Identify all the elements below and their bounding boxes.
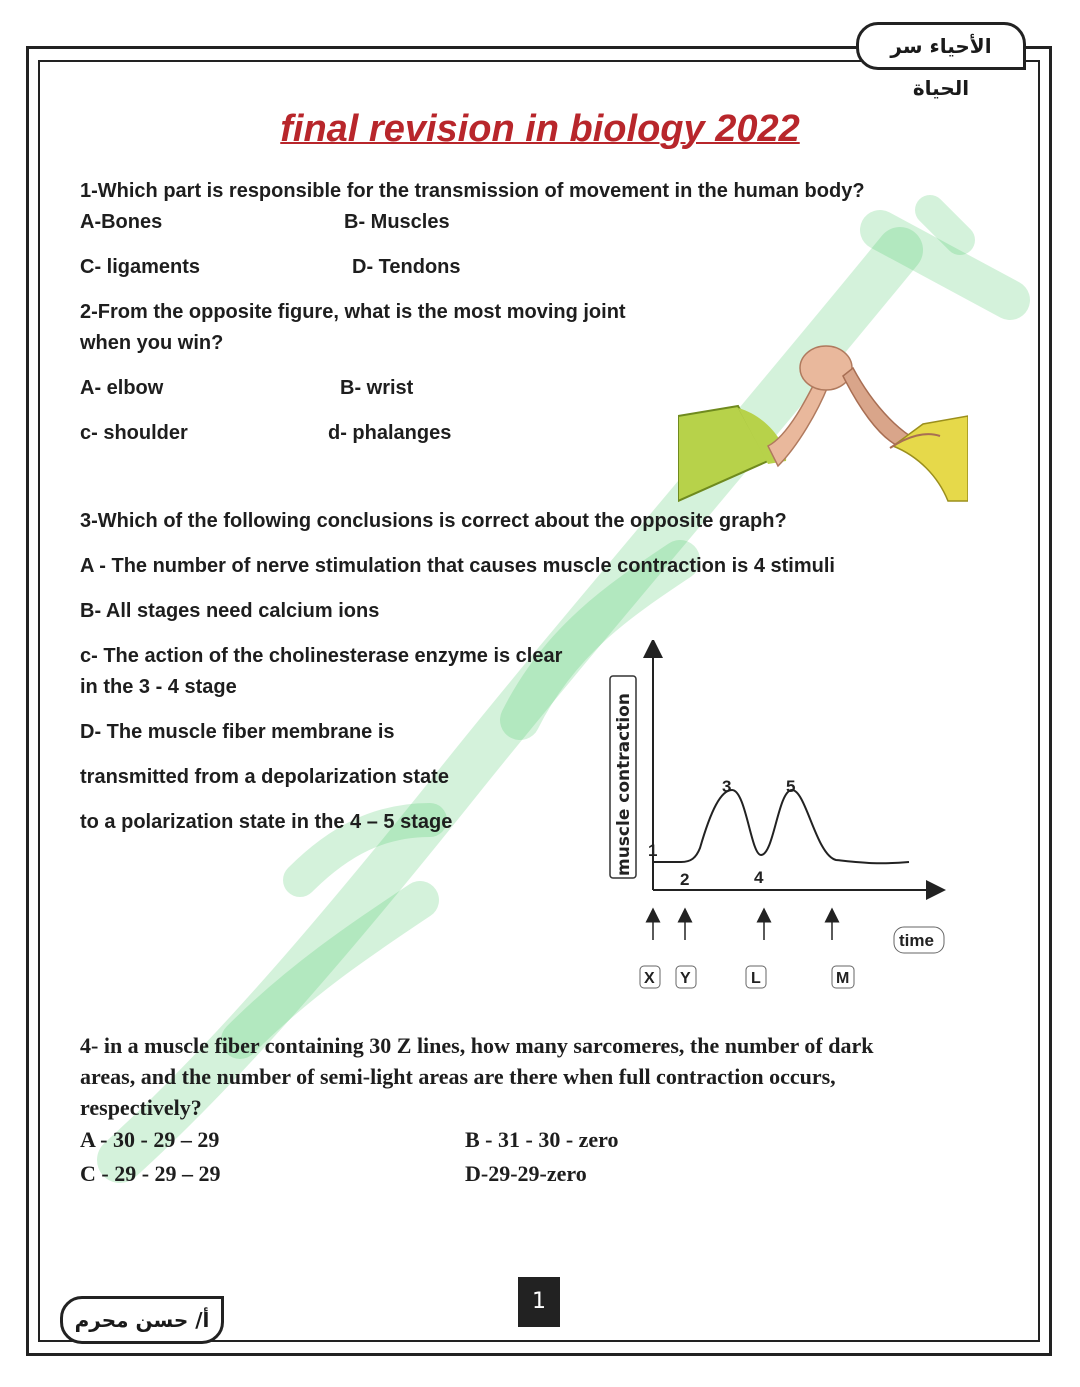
- q1-text: 1-Which part is responsible for the transmission of movement in the human body?: [80, 180, 865, 202]
- point-label-5: 5: [786, 777, 796, 796]
- q3-option-d-line3: to a polarization state in the 4 – 5 stage: [80, 811, 453, 833]
- arm-wrestling-figure: [678, 296, 968, 506]
- footer-tab: أ/ حسن محرم: [60, 1296, 224, 1344]
- point-label-2: 2: [680, 870, 690, 889]
- page-title: [0, 108, 1080, 151]
- y-axis-label: muscle contraction: [614, 693, 634, 876]
- q1-option-c: C- ligaments: [80, 256, 201, 278]
- q3-option-b: B- All stages need calcium ions: [80, 600, 380, 622]
- q2-text-line2: when you win?: [80, 332, 224, 354]
- q4-option-a: A - 30 - 29 – 29: [80, 1127, 220, 1152]
- point-label-4: 4: [754, 868, 764, 887]
- q1-option-a: A-Bones: [80, 211, 163, 233]
- q3-option-c-line1: c- The action of the cholinesterase enzyme is clear: [80, 645, 563, 667]
- q2-option-a: A- elbow: [80, 377, 164, 399]
- arrow-label-m: M: [836, 970, 850, 987]
- x-axis-label: time: [899, 931, 934, 950]
- q2-option-b: B- wrist: [340, 377, 414, 399]
- q3-option-d-line2: transmitted from a depolarization state: [80, 766, 449, 788]
- contraction-curve: [653, 790, 909, 863]
- q3-text: 3-Which of the following conclusions is correct about the opposite graph?: [80, 510, 787, 532]
- q1-option-d: D- Tendons: [352, 256, 461, 278]
- q3-option-a: A - The number of nerve stimulation that causes muscle contraction is 4 stimuli: [80, 555, 835, 577]
- q4-text-line2: areas, and the number of semi-light areas are there when full contraction occurs,: [80, 1064, 836, 1089]
- arrow-label-y: Y: [680, 970, 691, 987]
- q2-option-c: c- shoulder: [80, 422, 188, 444]
- point-label-3: 3: [722, 777, 732, 796]
- q4-option-c: C - 29 - 29 – 29: [80, 1161, 221, 1186]
- q4-option-d: D-29-29-zero: [465, 1161, 587, 1186]
- q3-option-d-line1: D- The muscle fiber membrane is: [80, 721, 395, 743]
- point-label-1: 1: [648, 841, 658, 860]
- q2-option-d: d- phalanges: [328, 422, 452, 444]
- q2-text-line1: 2-From the opposite figure, what is the most moving joint: [80, 301, 626, 323]
- arrow-label-l: L: [751, 970, 761, 987]
- page-number: 1: [518, 1277, 560, 1327]
- q4-text-line1: 4- in a muscle fiber containing 30 Z lines, how many sarcomeres, the number of dark: [80, 1033, 874, 1058]
- title-text: final revision in biology 2022: [280, 108, 800, 150]
- q4-option-b: B - 31 - 30 - zero: [465, 1127, 619, 1152]
- header-tab: الأحياء سر الحياة: [856, 22, 1026, 70]
- muscle-contraction-graph: [596, 640, 956, 1000]
- q4-text-line3: respectively?: [80, 1095, 202, 1120]
- q3-option-c-line2: in the 3 - 4 stage: [80, 676, 237, 698]
- arrow-label-x: X: [644, 970, 655, 987]
- q1-option-b: B- Muscles: [344, 211, 450, 233]
